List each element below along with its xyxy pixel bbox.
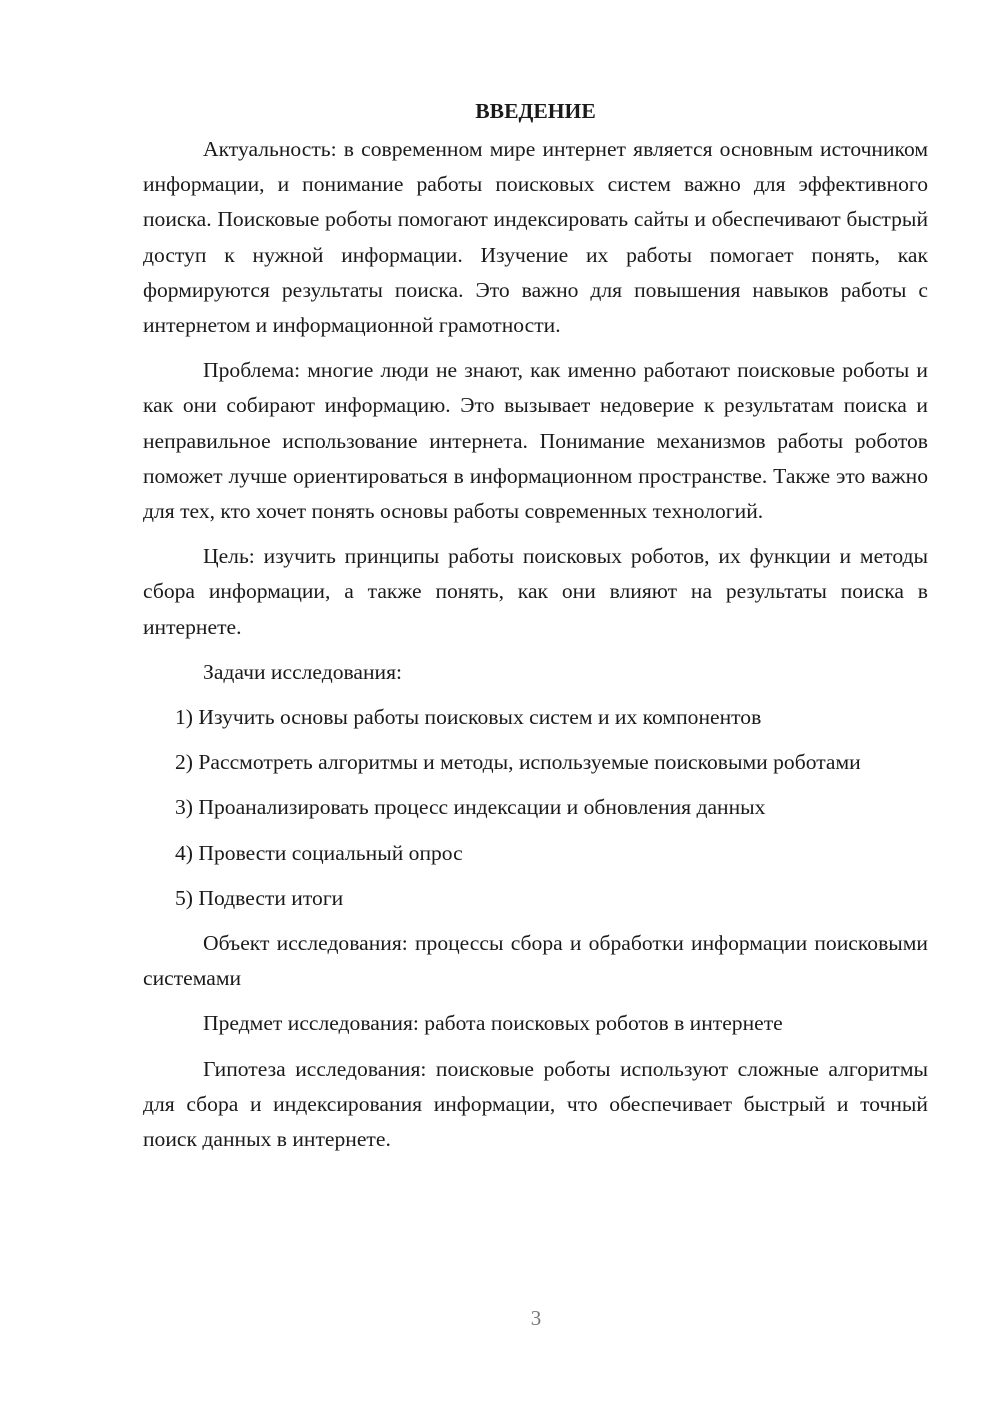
tasks-heading: Задачи исследования: bbox=[203, 659, 403, 684]
task-item: 5) Подвести итоги bbox=[175, 885, 344, 910]
goal-paragraph: Цель: изучить принципы работы поисковых роботов, их функции и методы сбора информации, а также понять, как они влияют на результаты поиска в интернете. bbox=[143, 544, 928, 639]
task-item: 1) Изучить основы работы поисковых систем и их компонентов bbox=[175, 705, 762, 730]
relevance-paragraph: Актуальность: в современном мире интернет является основным источником информации, и понимание работы поисковых систем важно для эффективного поиска. Поисковые роботы помогают индексировать сайты и обеспечивают быстрый доступ к нужной информации. Изучение их работы помогает понять, как формируются результаты поиска. Это важно для повышения навыков работы с интернетом и информационной грамотности. bbox=[143, 137, 928, 338]
page-number: 3 bbox=[530, 1306, 542, 1330]
subject-paragraph: Предмет исследования: работа поисковых роботов в интернете bbox=[203, 1011, 783, 1036]
page-title: ВВЕДЕНИЕ bbox=[475, 99, 596, 123]
object-paragraph: Объект исследования: процессы сбора и обработки информации поисковыми системами bbox=[143, 931, 928, 991]
task-item: 4) Провести социальный опрос bbox=[175, 840, 463, 865]
document-page bbox=[143, 96, 928, 1167]
task-item: 3) Проанализировать процесс индексации и обновления данных bbox=[175, 795, 766, 820]
hypothesis-paragraph: Гипотеза исследования: поисковые роботы используют сложные алгоритмы для сбора и индексирования информации, что обеспечивает быстрый и точный поиск данных в интернете. bbox=[143, 1056, 928, 1152]
task-item: 2) Рассмотреть алгоритмы и методы, используемые поисковыми роботами bbox=[175, 750, 861, 775]
problem-paragraph: Проблема: многие люди не знают, как именно работают поисковые роботы и как они собирают информацию. Это вызывает недоверие к результатам поиска и неправильное использование интернета. Понимание механизмов работы роботов поможет лучше ориентироваться в информационном пространстве. Также это важно для тех, кто хочет понять основы работы современных технологий. bbox=[143, 358, 928, 524]
